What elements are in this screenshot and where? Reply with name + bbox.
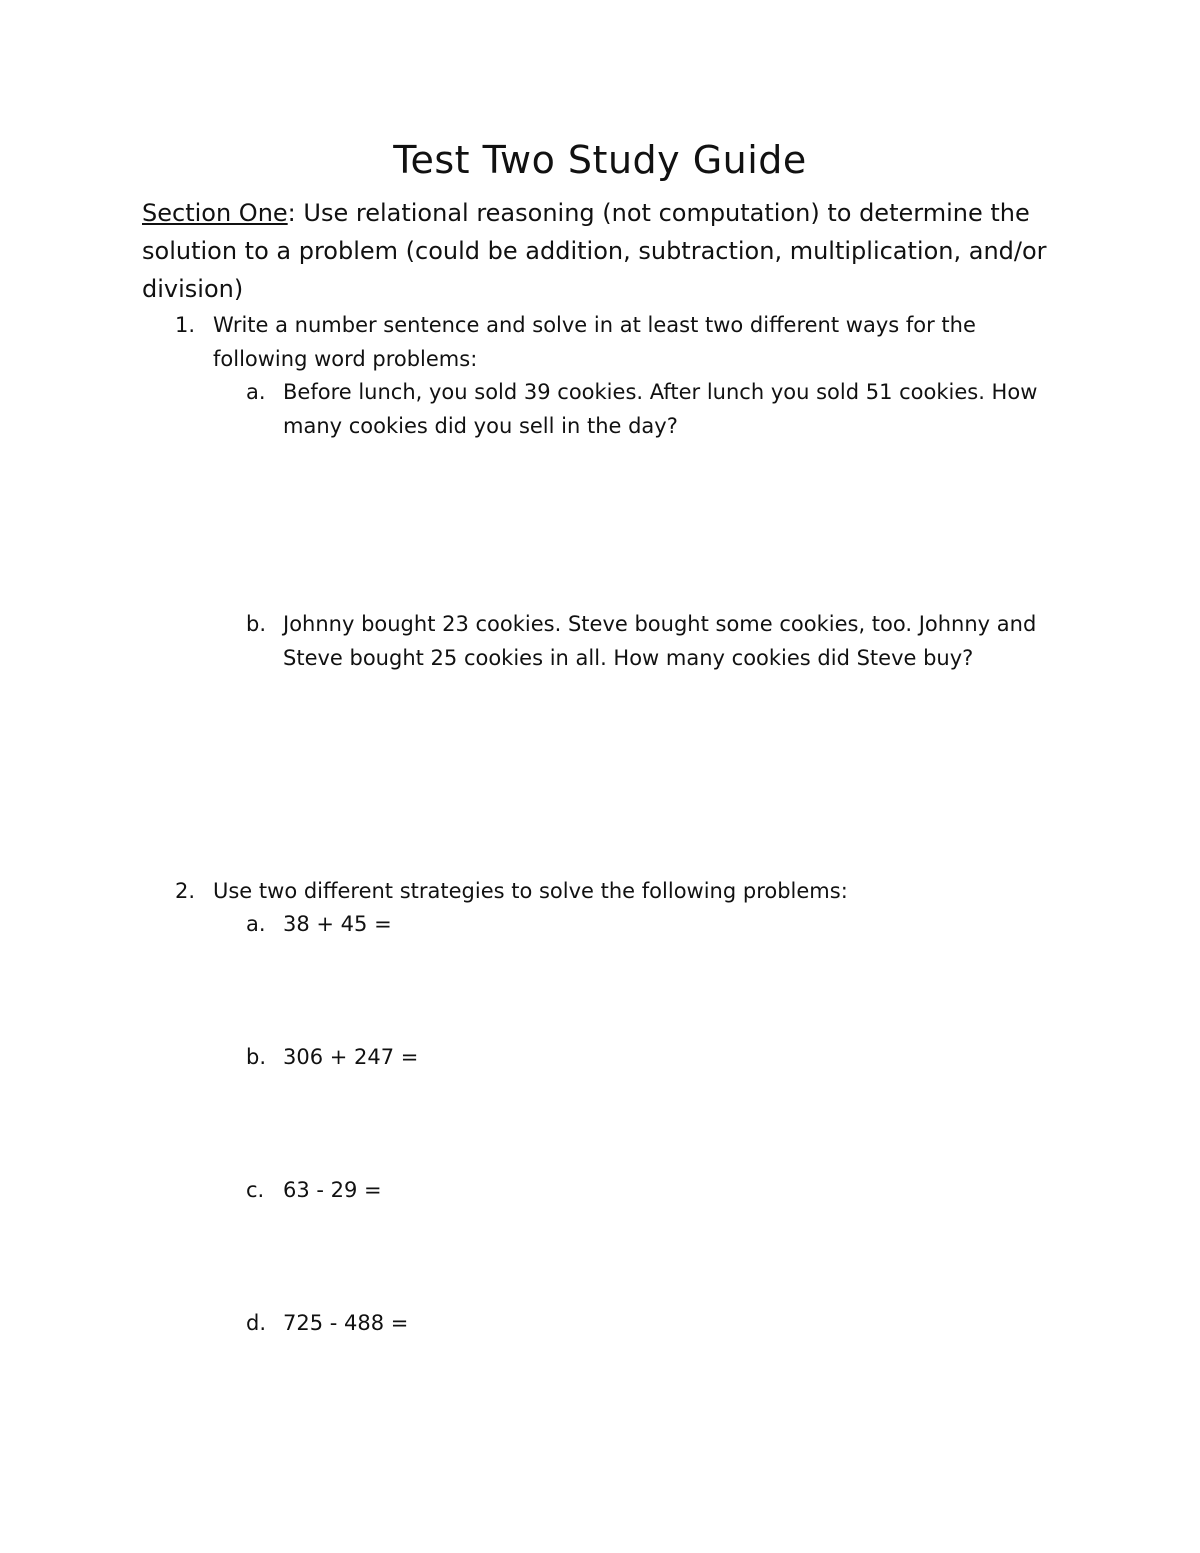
part-text: Johnny bought 23 cookies. Steve bought some cookies, too. Johnny and Steve bought 25 cookies in all. How many cookies did Steve buy? [283, 612, 1037, 670]
page-title: Test Two Study Guide [393, 138, 807, 182]
part-letter: d. [246, 1311, 267, 1335]
part-text: 38 + 45 = [283, 912, 392, 936]
question-number: 1. [175, 313, 196, 337]
part-text: 306 + 247 = [283, 1045, 419, 1069]
part-text: 63 - 29 = [283, 1178, 382, 1202]
part-text: Before lunch, you sold 39 cookies. After lunch you sold 51 cookies. How many cookies did you sell in the day? [283, 380, 1038, 438]
part-letter: a. [246, 912, 266, 936]
question-text: Write a number sentence and solve in at least two different ways for the following word problems: [213, 313, 976, 371]
question-number: 2. [175, 879, 196, 903]
section-colon: : [287, 199, 296, 227]
part-letter: b. [246, 612, 267, 636]
section-label: Section One [142, 199, 288, 227]
section-description: Use relational reasoning (not computation) to determine the solution to a problem (could be addition, subtraction, multiplication, and/or division) [142, 199, 1047, 303]
part-letter: b. [246, 1045, 267, 1069]
question-text: Use two different strategies to solve the following problems: [213, 879, 848, 903]
part-letter: c. [246, 1178, 265, 1202]
section-one-intro [142, 194, 1062, 308]
part-text: 725 - 488 = [283, 1311, 409, 1335]
part-letter: a. [246, 380, 266, 404]
